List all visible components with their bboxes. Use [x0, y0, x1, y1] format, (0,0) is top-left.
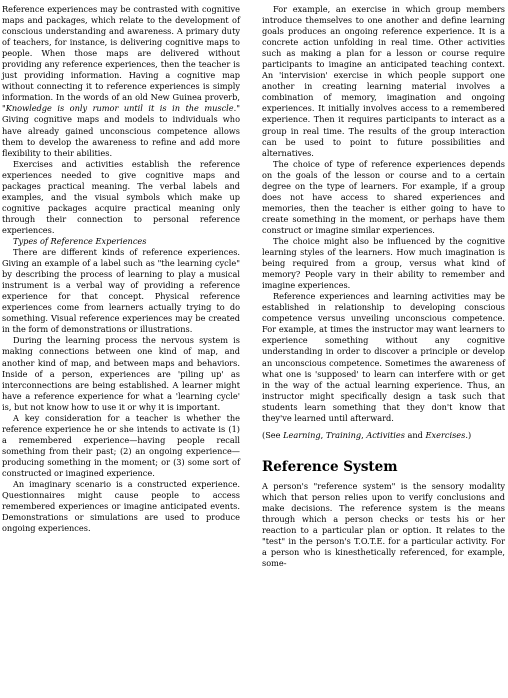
paragraph-cognitive-styles: The choice might also be influenced by the cognitive learning styles of the learners. How much imagination is being required from a group, versus what kind of memory? People vary in their ability to remember and imagine experiences.: [262, 235, 505, 291]
see-also-references: [262, 430, 505, 441]
paragraph-knowledge-rumor: [2, 4, 240, 159]
paragraph-text: Reference experiences may be contrasted with cognitive maps and packages, which relate to the development of conscious understanding and awareness. A primary duty of teachers, for instance, is delivering cognitive maps to people. When those maps are delivered without providing any reference experiences, then the teacher is just providing information. Having a cognitive map without connecting it to reference experiences is simply information. In the words of an old New Guinea proverb,: [2, 4, 240, 103]
paragraph-key-consideration: A key consideration for a teacher is whether the reference experience he or she intends to activate is (1) a remembered experience—having people recall something from their past; (2) an ongoing experience—producing something in the moment; or (3) some sort of constructed or imagined experience.: [2, 412, 240, 478]
paragraph-choice-type: The choice of type of reference experiences depends on the goals of the lesson or course and to a certain degree on the type of learners. For example, if a group does not have access to shared experiences and memories, then the teacher is either going to have to create something in the moment, or perhaps have them construct or imagine similar experiences.: [262, 158, 505, 235]
section-title-reference-system: Reference System: [262, 458, 398, 475]
left-column: [2, 4, 240, 534]
see-also-separator: ,: [361, 429, 367, 440]
paragraph-text: Giving cognitive maps and models to individuals who have already gained unconscious competence allows them to develop the awareness to refine and add more flexibility to their abilities.: [2, 114, 240, 158]
paragraph-imaginary-scenario: An imaginary scenario is a constructed experience. Questionnaires might cause people to access remembered experiences or imagine anticipated events. Demonstrations or simulations are used to produce ongoing experiences.: [2, 479, 240, 534]
paragraph-reference-system: A person's "reference system" is the sensory modality which that person relies upon to verify conclusions and make decisions. The reference system is the means through which a person checks or tests his or her reaction to a particular plan or option. It relates to the "test" in the person's T.O.T.E. for a particular activity. For a person who is kinesthetically referenced, for example, some-: [262, 480, 505, 569]
see-also-link: Exercises: [425, 429, 466, 440]
paragraph-example-exercise: For example, an exercise in which group members introduce themselves to one another and define learning goals produces an ongoing reference experience. It is a concrete action unfolding in real time. Other activities such as making a plan for a lesson or course require participants to imagine an anticipated teaching context. An 'intervision' exercise in which people support one another in creating learning material involves a combination of memory, imagination and ongoing experiences. It initially involves access to a remembered experience. Then it requires participants to interact as a group in real time. The results of the group interaction can be used to point to future possibilities and alternatives.: [262, 4, 505, 158]
see-also-separator: ,: [320, 429, 326, 440]
paragraph-nervous-system: During the learning process the nervous system is making connections between one kind of map, and another kind of map, and between maps and behaviors. Inside of a person, experiences are 'piling up' as interconnections are being established. A learner might have a reference experience for what a 'learning cycle' is, but not know how to use it or why it is important.: [2, 335, 240, 412]
paragraph-competence: Reference experiences and learning activities may be established in relationship to developing conscious competence versus unveiling unconscious competence. For example, at times the instructor may want learners to experience something without any cognitive understanding in order to discover a principle or develop an unconscious competence. Sometimes the awareness of what one is 'supposed' to learn can interfere with or get in the way of the actual learning experience. Thus, an instructor might specifically design a task such that students learn something that they don't know that they've learned until afterward.: [262, 291, 505, 423]
see-also-separator: and: [404, 429, 426, 440]
see-also-prefix: (See: [262, 429, 284, 440]
proverb-quote: "Knowledge is only rumor until it is in the muscle.": [2, 103, 240, 114]
see-also-link: Learning: [283, 429, 321, 440]
right-column: [262, 4, 505, 569]
see-also-link: Activities: [366, 429, 405, 440]
subheading-types: Types of Reference Experiences: [13, 235, 147, 246]
paragraph-exercises: Exercises and activities establish the reference experiences needed to give cognitive maps and packages practical meaning. The verbal labels and examples, and the visual symbols which make up cognitive packages acquire practical meaning only through their connection to personal reference experiences.: [2, 158, 240, 235]
paragraph-kinds: There are different kinds of reference experiences. Giving an example of a label such as "the learning cycle" by describing the process of learning to play a musical instrument is a verbal way of providing a reference experience for that concept. Physical reference experiences come from learners actually trying to do something. Visual reference experiences may be created in the form of demonstrations or illustrations.: [2, 247, 240, 335]
see-also-suffix: .): [465, 429, 472, 440]
see-also-link: Training: [325, 429, 362, 440]
